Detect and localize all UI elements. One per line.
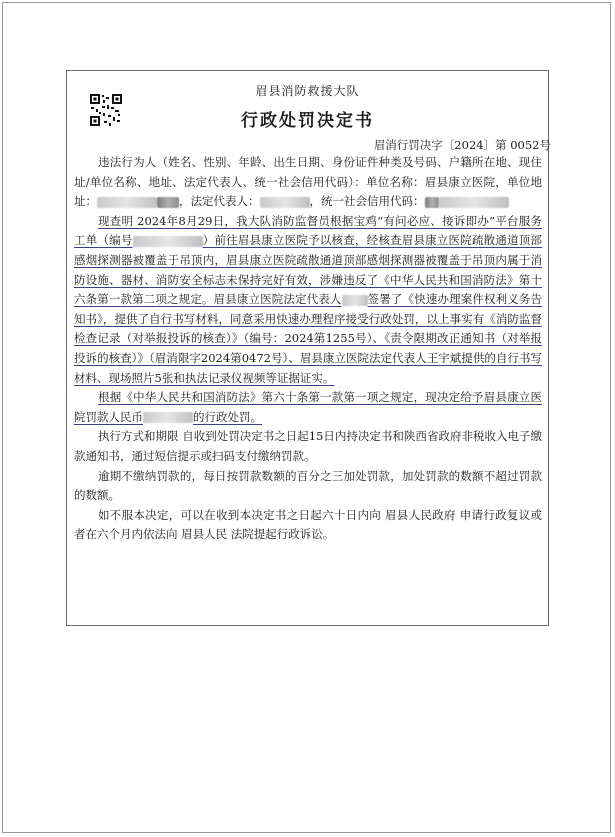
paragraph-decision: 根据《中华人民共和国消防法》第六十条第一款第一项之规定，现决定给予眉县康立医院罚款人民币 的行政处罚。 bbox=[74, 390, 542, 424]
paragraph-appeal: 如不服本决定，可以在收到本决定书之日起六十日内向 眉县人民政府 申请行政复议或者在六个月内依法向 眉县人民 法院提起行政诉讼。 bbox=[74, 507, 542, 542]
paragraph-execution: 执行方式和期限 自收到处罚决定书之日起15日内持决定书和陕西省政府非税收入电子缴款通知书，通过短信提示或扫码支付缴纳罚款。 bbox=[74, 429, 542, 463]
redacted-name bbox=[342, 295, 368, 306]
document-number: 眉消行罚决字〔2024〕第 0052号 bbox=[373, 138, 551, 152]
redacted-address bbox=[97, 197, 157, 208]
redacted-credit-code bbox=[425, 197, 439, 208]
paragraph-offender: 违法行为人（姓名、性别、年龄、出生日期、身份证件种类及号码、户籍所在地、现住址/单位名称、地址、法定代表人、统一社会信用代码）：单位名称：眉县康立医院，单位地址： ，法定代表人： ，统一社会信用代码： bbox=[74, 155, 542, 209]
paragraph-findings: 现查明 2024年8月29日，我大队消防监督员根据宝鸡“有问必应、接诉即办”平台服务工单（编号 ）前往眉县康立医院予以核查，经核查眉县康立医院疏散通道顶部感烟探测器被覆盖于吊顶内，眉县康立医院疏散通道顶部感烟探测器被覆盖于吊顶内属于消防设施、器材、消防安全标志未保持完好有效，涉嫌违反了《中华人民共和国消防法》第十六条第一款第二项之规定。眉县康立医院法定代表人 签署了《快速办理案件权利义务告知书》，提供了自行书写材料，同意采用快速办理程序接受行政处罚，以上事实有《消防监督检查记录（对举报投诉的核查）》（编号：2024第1255号）、《责令限期改正通知书（对举报投诉的核查）》（眉消限字2024第0472号）、眉县康立医院法定代表人王宇斌提供的自行书写材料、现场照片5张和执法记录仪视频等证据证实。 bbox=[74, 213, 543, 385]
paragraph-late-penalty: 逾期不缴纳罚款的，每日按罚款数额的百分之三加处罚款，加处罚款的数额不超过罚款的数额。 bbox=[74, 468, 542, 503]
document-body bbox=[74, 153, 542, 545]
document-title: 行政处罚决定书 bbox=[241, 111, 374, 131]
issuing-organization: 眉县消防救援大队 bbox=[255, 84, 360, 98]
redacted-ticket-number bbox=[133, 236, 203, 247]
redacted-fine-amount bbox=[143, 412, 193, 423]
redacted-representative bbox=[260, 197, 310, 208]
